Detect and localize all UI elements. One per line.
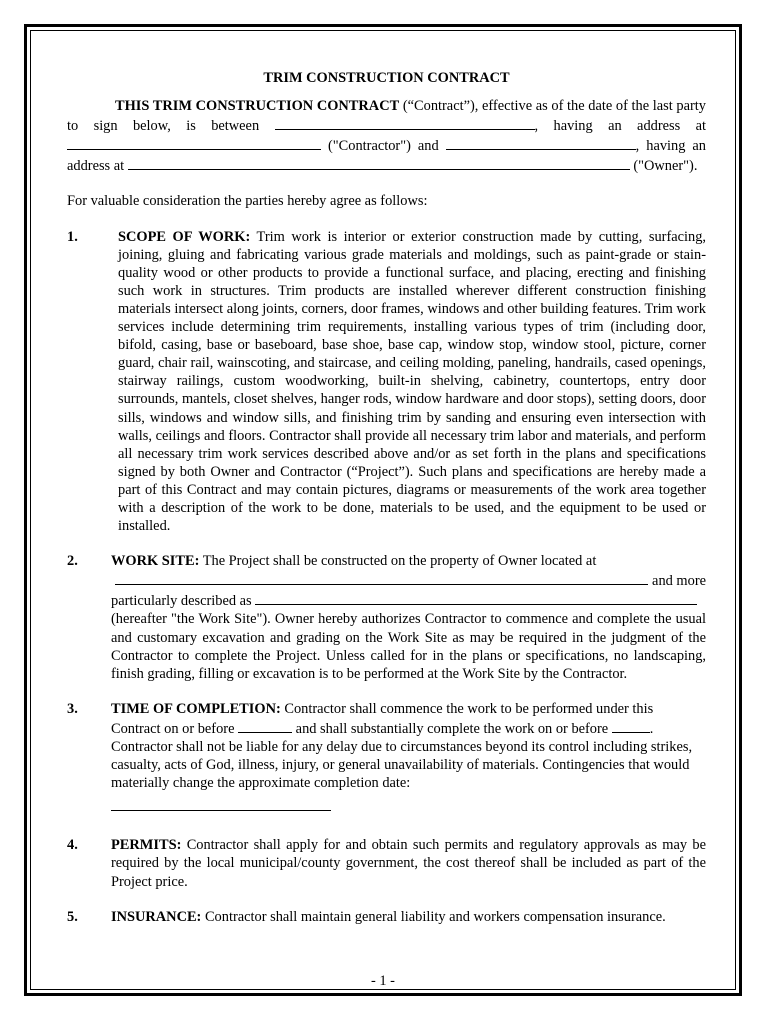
section-text: particularly described as xyxy=(111,593,256,610)
intro-paragraph xyxy=(67,97,706,175)
page-number: - 1 - xyxy=(371,973,395,989)
section-number: 4. xyxy=(67,837,78,854)
spacer xyxy=(67,211,706,228)
section-number: 3. xyxy=(67,700,78,717)
work-site-line-1 xyxy=(111,552,706,570)
section-heading: PERMITS: xyxy=(111,837,182,854)
section-heading: TIME OF COMPLETION: xyxy=(111,700,281,717)
owner-name-blank[interactable] xyxy=(446,135,636,150)
contractor-name-blank[interactable] xyxy=(275,115,535,130)
section-heading: WORK SITE: xyxy=(111,553,200,570)
section-text: Trim work is interior or exterior construction made by cutting, surfacing, joining, gluing and fabricating various grade materials and moldings, such as paint-grade or stain-quality wood or other products to provide a functional surface, and placing, erecting and finishing such work in structures. Trim products are installed wherever different construction finishing materials intersect along joints, corners, door frames, windows and other building features. Trim work services include determining trim requirements, installing various types of trim (including door, bifold, casing, base or baseboard, base shoe, base cap, window stop, window stool, picture, corner guard, chair rail, wainscoting, and staircase, and ceiling molding, paneling, handrails, cased openings, stairway railings, custom woodworking, built-in shelving, cabinetry, countertops, entry door surrounds, mantels, closet shelves, hanger rods, window hardware and door stops), setting doors, door sills, windows and window sills, and finishing trim by sanding and ensuring even intersection with walls, ceilings and floors. Contractor shall provide all necessary trim labor and materials, and perform all necessary trim work services described above and/or as set forth in the plans and specifications signed by both Owner and Contractor (“Project”). Such plans and specifications are hereby made a part of this Contract and may contain pictures, diagrams or measurements of the work area together with a description of the work to be done, materials to be used, and the equipment to be used or installed. xyxy=(118,228,707,535)
work-site-location-blank[interactable] xyxy=(115,570,648,585)
section-body xyxy=(111,700,706,817)
section-text: and more xyxy=(648,573,706,590)
section-body xyxy=(111,908,706,926)
work-site-description-blank[interactable] xyxy=(255,590,697,605)
section-body xyxy=(111,836,706,890)
completion-text xyxy=(111,700,706,792)
section-permits xyxy=(67,836,706,890)
section-text: Contractor shall maintain general liability and workers compensation insurance. xyxy=(201,908,666,925)
document-page xyxy=(24,24,742,996)
section-number: 2. xyxy=(67,553,78,570)
section-text: Contractor shall commence the work to be performed under this Contract on or before xyxy=(111,700,654,737)
section-number: 5. xyxy=(67,908,78,925)
consideration-paragraph: For valuable consideration the parties hereby agree as follows: xyxy=(67,193,428,210)
section-text: . Contractor shall not be liable for any delay due to circumstances beyond its control including strikes, casualty, acts of God, illness, injury, or general unavailability of materials. Contingencies that would materially change the approximate completion date: xyxy=(111,720,693,792)
section-text: The Project shall be constructed on the property of Owner located at xyxy=(199,553,597,570)
document-title: TRIM CONSTRUCTION CONTRACT xyxy=(263,70,510,86)
owner-label: ("Owner"). xyxy=(629,158,698,175)
contractor-address-blank[interactable] xyxy=(67,135,321,150)
section-insurance xyxy=(67,908,706,926)
document-body xyxy=(67,69,706,926)
section-body xyxy=(111,552,706,683)
work-site-line-4 xyxy=(111,610,706,682)
owner-address-text: , having an address at xyxy=(67,138,706,175)
start-date-blank[interactable] xyxy=(238,718,292,733)
section-text: (hereafter "the Work Site"). Owner hereby authorizes Contractor to commence and complete the usual and customary excavation and grading on the Work Site as may be required in the judgment of the Contractor to complete the Project. Unless called for in the plans or specifications, no landscaping, finish grading, filling or excavation is to be performed at the Work Site by the Contractor. xyxy=(111,611,706,682)
section-body xyxy=(118,228,706,536)
work-site-line-3 xyxy=(111,590,706,610)
section-work-site xyxy=(67,552,706,683)
section-text: and shall substantially complete the work on or before xyxy=(292,720,612,737)
section-time-of-completion xyxy=(67,700,706,817)
section-text: Contractor shall apply for and obtain such permits and regulatory approvals as may be required by the local municipal/county government, the cost thereof shall be included as part of the Project price. xyxy=(111,837,706,890)
intro-address-text: , having an address at xyxy=(534,118,706,135)
owner-address-blank[interactable] xyxy=(128,155,630,170)
contingencies-line xyxy=(111,796,706,816)
completion-date-blank[interactable] xyxy=(612,718,650,733)
section-heading: SCOPE OF WORK: xyxy=(118,228,251,245)
intro-lead: THIS TRIM CONSTRUCTION CONTRACT xyxy=(115,98,400,115)
intro-lead-rest: (“Contract”), effective as of the date of the last party to sign below, is between xyxy=(67,98,706,135)
work-site-line-2 xyxy=(111,570,706,590)
section-number: 1. xyxy=(67,228,78,245)
section-heading: INSURANCE: xyxy=(111,908,202,925)
contingencies-blank[interactable] xyxy=(111,796,331,811)
contractor-label: ("Contractor") and xyxy=(321,138,446,155)
spacer xyxy=(67,816,706,836)
spacer xyxy=(67,891,706,908)
section-scope-of-work xyxy=(67,228,706,536)
spacer xyxy=(67,175,706,192)
spacer xyxy=(67,535,706,552)
spacer xyxy=(67,683,706,700)
